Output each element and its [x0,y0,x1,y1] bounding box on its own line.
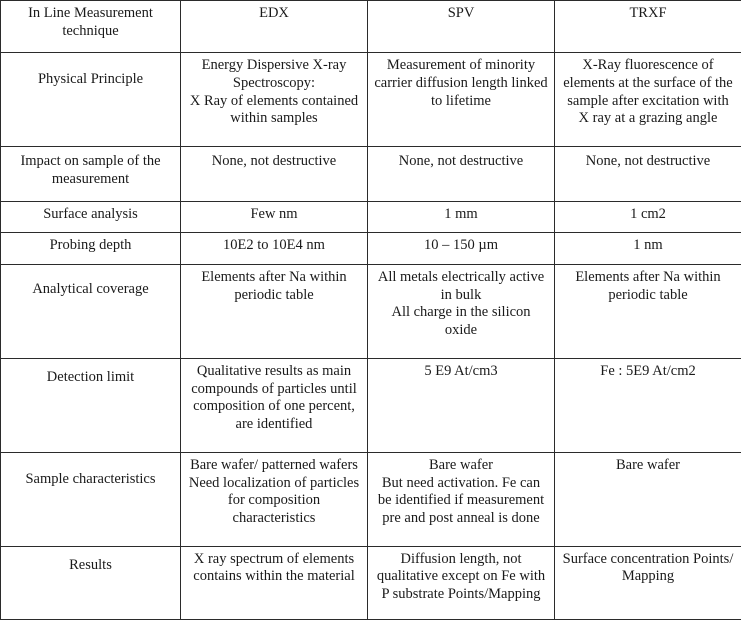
table-header-row [1,1,741,53]
cell-trxf-analytical-coverage: Elements after Na within periodic table [555,264,741,358]
row-label-probing-depth: Probing depth [1,233,181,264]
cell-edx-probing-depth: 10E2 to 10E4 nm [181,233,368,264]
row-label-analytical-coverage: Analytical coverage [1,264,181,358]
column-header-technique: In Line Measurement technique [1,1,181,53]
column-header-edx: EDX [181,1,368,53]
table-row [1,546,741,619]
row-label-impact-on-sample: Impact on sample of the measurement [1,147,181,202]
cell-spv-detection-limit: 5 E9 At/cm3 [368,358,555,452]
cell-spv-physical-principle: Measurement of minority carrier diffusion length linked to lifetime [368,53,555,147]
row-label-sample-characteristics: Sample characteristics [1,452,181,546]
column-header-spv: SPV [368,1,555,53]
row-label-detection-limit: Detection limit [1,358,181,452]
cell-trxf-impact-on-sample: None, not destructive [555,147,741,202]
row-label-physical-principle: Physical Principle [1,53,181,147]
cell-spv-analytical-coverage: All metals electrically active in bulk All charge in the silicon oxide [368,264,555,358]
cell-edx-analytical-coverage: Elements after Na within periodic table [181,264,368,358]
cell-spv-impact-on-sample: None, not destructive [368,147,555,202]
cell-edx-results: X ray spectrum of elements contains within the material [181,546,368,619]
table-row [1,233,741,264]
cell-trxf-results: Surface concentration Points/ Mapping [555,546,741,619]
cell-trxf-sample-characteristics: Bare wafer [555,452,741,546]
cell-edx-detection-limit: Qualitative results as main compounds of particles until composition of one percent, are identified [181,358,368,452]
table-row [1,201,741,232]
cell-trxf-physical-principle: X-Ray fluorescence of elements at the surface of the sample after excitation with X ray at a grazing angle [555,53,741,147]
table-row [1,147,741,202]
cell-edx-physical-principle: Energy Dispersive X-ray Spectroscopy: X Ray of elements contained within samples [181,53,368,147]
cell-spv-probing-depth: 10 – 150 µm [368,233,555,264]
table-row [1,53,741,147]
cell-spv-sample-characteristics: Bare wafer But need activation. Fe can be identified if measurement pre and post anneal is done [368,452,555,546]
row-label-surface-analysis: Surface analysis [1,201,181,232]
cell-spv-surface-analysis: 1 mm [368,201,555,232]
cell-edx-sample-characteristics: Bare wafer/ patterned wafers Need localization of particles for composition characteristics [181,452,368,546]
cell-trxf-probing-depth: 1 nm [555,233,741,264]
table-row [1,452,741,546]
row-label-results: Results [1,546,181,619]
table-row [1,358,741,452]
column-header-trxf: TRXF [555,1,741,53]
cell-trxf-surface-analysis: 1 cm2 [555,201,741,232]
cell-trxf-detection-limit: Fe : 5E9 At/cm2 [555,358,741,452]
cell-edx-impact-on-sample: None, not destructive [181,147,368,202]
cell-edx-surface-analysis: Few nm [181,201,368,232]
table-row [1,264,741,358]
cell-spv-results: Diffusion length, not qualitative except on Fe with P substrate Points/Mapping [368,546,555,619]
